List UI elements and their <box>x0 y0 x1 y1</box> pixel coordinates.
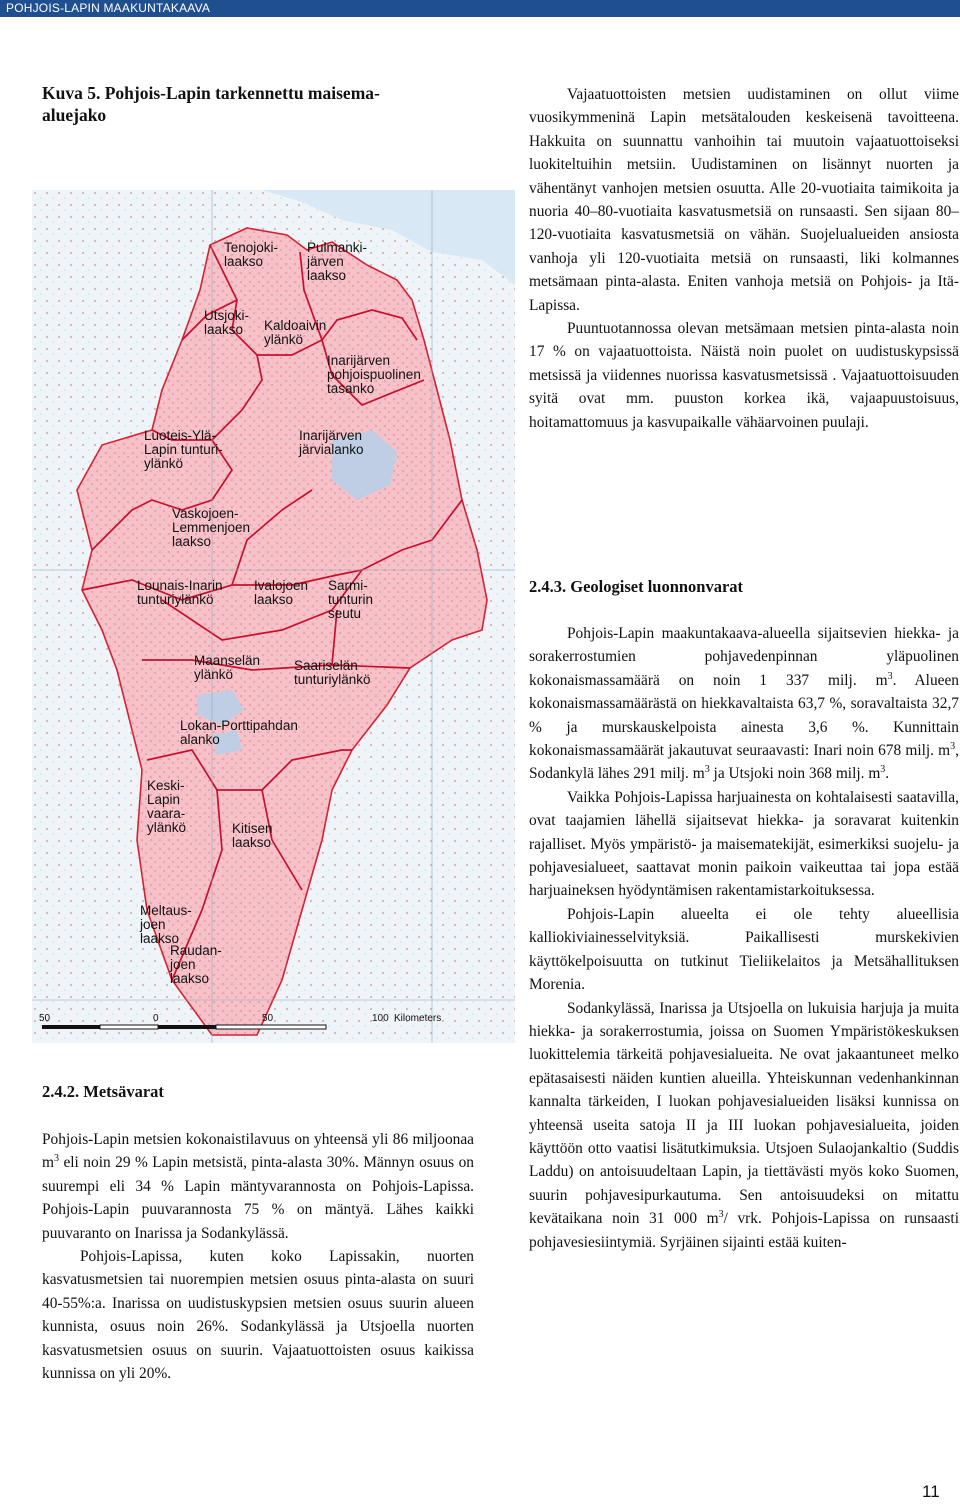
right-column-bottom <box>529 622 959 1254</box>
low-yield-paragraph: Puuntuotannossa olevan metsämaan metsien pinta-alasta noin 17 % on vajaatuottoista. Näistä noin puolet on uudistuskypsissä metsissä ja viidennes nuorissa kasvatusmetsissä . Vajaatuottoisuuden syitä ovat mm. puuston korkea ikä, vajaapuustoisuus, hoitamattomuus ja kasvupaikalle vähäarvoinen puulaji. <box>529 320 959 431</box>
scale-bar-segment <box>100 1025 158 1029</box>
left-column <box>42 1128 474 1385</box>
scale-bar-segment <box>42 1025 100 1029</box>
region-label: Ivalojoen laakso <box>254 578 309 607</box>
region-label: Raudan-joen laakso <box>170 943 222 986</box>
forest-renewal-paragraph: Vajaatuottoisten metsien uudistaminen on ollut viime vuosikymmeninä Lapin metsätalouden keskeisenä tavoitteena. Hakkuita on suunnattu vanhoihin tai muutoin vajaatuottoiseksi luokiteltuihin metsiin. Uudistaminen on lisännyt nuorten ja vähentänyt vanhojen metsien osuutta. Alle 20-vuotiaita taimikoita ja nuoria 40–80-vuotiaita kasvatusmetsiä on runsaasti. Sen sijaan 80–120-vuotiaita kasvatusmetsiä on vähän. Suojelualueiden ansiosta vanhoja yli 120-vuotiaita metsiä on runsaasti, liki kolmannes metsämaan pinta-alasta. Eniten vanhoja metsiä on Pohjois- ja Itä-Lapissa. <box>529 86 959 314</box>
region-label: Luoteis-Ylä-Lapin tunturi-ylänkö <box>144 428 223 471</box>
scale-tick-label: 100 <box>372 1013 389 1024</box>
scale-tick-label: 50 <box>262 1013 274 1024</box>
region-label: Maanselän ylänkö <box>194 653 261 682</box>
scale-tick-label: 0 <box>153 1013 159 1024</box>
scale-bar-segment <box>158 1025 216 1029</box>
scale-tick-label: 50 <box>39 1013 51 1024</box>
right-column-top <box>529 83 959 434</box>
region-label: Pulmanki-järven laakso <box>307 240 368 283</box>
section-heading-geology: 2.4.3. Geologiset luonnonvarat <box>529 577 744 596</box>
region-label: Meltaus-joen laakso <box>140 903 192 946</box>
figure-caption <box>42 82 472 126</box>
caption-line-1: Kuva 5. Pohjois-Lapin tarkennettu maisema- <box>42 83 380 103</box>
region-label: Vaskojoen-Lemmenjoen laakso <box>172 506 251 549</box>
scale-unit-label: Kilometers <box>394 1013 442 1024</box>
landscape-region-map <box>32 190 515 1043</box>
forest-volume-paragraph: Pohjois-Lapin metsien kokonaistilavuus on yhteensä yli 86 miljoonaa $m^3$ eli noin 29 % Lapin metsistä, pinta-alasta 30%. Männyn osuus on suurempi eli 34 % Lapin mäntyvarannosta on Pohjois-Lapissa. Pohjois-Lapin puuvarannosta 75 % on mäntyä. Lähes kaikki puuvaranto on Inarissa ja Sodankylässä. <box>42 1131 474 1242</box>
page-number: 11 <box>922 1482 940 1501</box>
region-label: Utsjoki-laakso <box>204 308 250 337</box>
section-heading-forest: 2.4.2. Metsävarat <box>42 1082 164 1101</box>
region-label: Tenojoki-laakso <box>224 240 279 269</box>
bedrock-paragraph: Pohjois-Lapin alueelta ei ole tehty alueellisia kalliokiviainesselvityksiä. Paikallisesti murskekivien käyttökelpoisuutta on tutkinut Tieliikelaitos ja Metsähallituksen Morenia. <box>529 905 959 994</box>
region-label: Saariselän tunturiylänkö <box>294 658 371 687</box>
ridge-material-paragraph: Vaikka Pohjois-Lapissa harjuainesta on kohtalaisesti saatavilla, ovat taajamien lähellä sijaitsevat hiekka- ja soravarat kuitenkin rajalliset. Myös ympäristö- ja maisematekijät, esimerkiksi suojelu- ja pohjavesialueet, saattavat monin paikoin vaikeuttaa tai jopa estää harjuaineksen hyödyntämisen rakentamistarkoituksessa. <box>529 788 959 900</box>
header-title: POHJOIS-LAPIN MAAKUNTAKAAVA <box>6 1 211 15</box>
region-label: Keski-Lapin vaara-ylänkö <box>147 778 187 835</box>
gravel-resources-paragraph: Pohjois-Lapin maakuntakaava-alueella sijaitsevien hiekka- ja sorakerrostumien pohjavedenpinnan yläpuolinen kokonaismassamäärä on noin 1 337 milj. $m^3$. Alueen kokonaismassamäärästä on hiekkavaltaista 63,7 %, soravaltaista 32,7 % ja murskauskelpoista ainesta 3,6 %. Kunnittain kokonaismassamäärät jakautuvat seuraavasti: Inari noin 678 milj. $m^3$, Sodankylä lähes 291 milj. $m^3$ ja Utsjoki noin 368 milj. $m^3$. <box>529 625 959 783</box>
region-label: Sarmi-tunturin seutu <box>328 578 374 621</box>
forest-age-paragraph: Pohjois-Lapissa, kuten koko Lapissakin, nuorten kasvatusmetsien tai nuorempien metsien osuus pinta-alasta on suuri 40-55%:a. Inarissa on uudistuskypsien metsien osuus suurin alueen kunnista, osuus noin 26%. Sodankylässä ja Utsjoella nuorten kasvatusmetsien osuus on suurin. Vajaatuottoisten osuus kaikissa kunnissa on yli 20%. <box>42 1248 474 1383</box>
region-label: Kaldoaivin ylänkö <box>264 318 327 347</box>
region-label: Inarijärven pohjoispuolinen tasanko <box>327 353 421 396</box>
scale-bar-segment <box>216 1025 326 1029</box>
region-label: Inarijärven järvialanko <box>299 428 364 457</box>
caption-line-2: aluejako <box>42 105 107 125</box>
region-label: Kitisen laakso <box>232 821 273 850</box>
region-label: Lounais-Inarin tunturiylänkö <box>137 578 223 607</box>
region-label: Lokan-Porttipahdan alanko <box>180 718 298 747</box>
groundwater-paragraph: Sodankylässä, Inarissa ja Utsjoella on lukuisia harjuja ja muita hiekka- ja sorakerrostumia, joissa on Suomen Ympäristökeskuksen luokittelemia tärkeitä pohjavesialueita. Ne ovat jakaantuneet melko epätasaisesti näiden kuntien alueilla. Yhteiskunnan vedenhankinnan kannalta tärkeiden, I luokan pohjavesialueiden lisäksi kunnissa on yhteensä useita satoja II ja III luokan pohjavesialueita, joiden käyttöön otto vaatisi lisätutkimuksia. Utsjoen Sulaojankaltio (Suddis Laddu) on antoisuudeltaan Lapin, ja tiettävästi myös koko Suomen, suurin pohjavesipurkautuma. Sen antoisuudeksi on mitattu kevätaikana noin 31 000 $m^3/$ vrk. Pohjois-Lapissa on runsaasti pohjavesiesiintymiä. Syrjäinen sijainti estää kuiten- <box>529 999 959 1251</box>
